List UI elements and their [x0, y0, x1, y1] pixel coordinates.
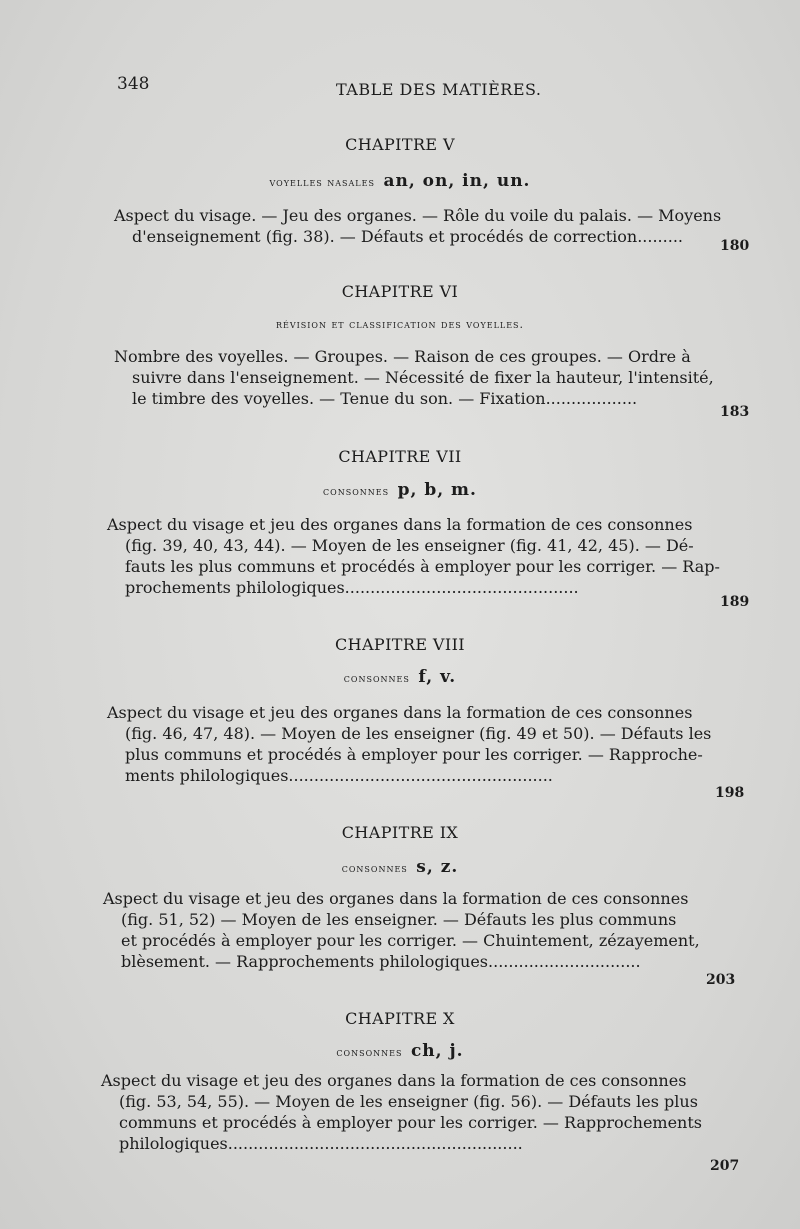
chapter-title: CHAPITRE VII	[338, 447, 462, 466]
subtitle-key: ch, j.	[410, 1041, 464, 1061]
entry-line: prochements philologiques..............................................	[125, 578, 579, 597]
chapter-subtitle	[0, 857, 800, 877]
running-title: TABLE DES MATIÈRES.	[336, 80, 542, 99]
entry-page-number: 198	[715, 785, 745, 801]
subtitle-prefix: consonnes	[343, 672, 410, 685]
toc-entry	[103, 888, 700, 972]
entry-line: plus communs et procédés à employer pour les corriger. — Rapproche-	[125, 745, 703, 764]
entry-line: Aspect du visage et jeu des organes dans la formation de ces consonnes	[103, 889, 689, 908]
chapter-title: CHAPITRE V	[345, 135, 455, 154]
entry-line: Aspect du visage et jeu des organes dans la formation de ces consonnes	[107, 515, 693, 534]
entry-page-number: 203	[706, 972, 736, 988]
toc-entry	[107, 702, 711, 786]
entry-page-number: 207	[710, 1158, 740, 1174]
entry-line: suivre dans l'enseignement. — Nécessité de fixer la hauteur, l'intensité,	[132, 368, 714, 387]
chapter-title: CHAPITRE IX	[341, 823, 459, 842]
entry-line: communs et procédés à employer pour les corriger. — Rapprochements	[119, 1113, 702, 1132]
chapter-subtitle	[0, 667, 800, 687]
subtitle-key: s, z.	[416, 857, 459, 877]
chapter-subtitle	[0, 171, 800, 191]
subtitle-prefix: consonnes	[336, 1046, 403, 1059]
entry-page-number: 183	[720, 404, 750, 420]
entry-page-number: 189	[720, 594, 750, 610]
chapter-title: CHAPITRE VI	[341, 282, 459, 301]
chapter-subtitle	[0, 318, 800, 331]
entry-line: (fig. 51, 52) — Moyen de les enseigner. — Défauts les plus communs	[121, 910, 677, 929]
entry-line: (fig. 53, 54, 55). — Moyen de les enseigner (fig. 56). — Défauts les plus	[119, 1092, 698, 1111]
entry-line: blèsement. — Rapprochements philologiques..............................	[121, 952, 641, 971]
entry-line: le timbre des voyelles. — Tenue du son. — Fixation..................	[132, 389, 638, 408]
subtitle-key: p, b, m.	[397, 480, 477, 500]
subtitle-key: f, v.	[418, 667, 457, 687]
toc-entry	[107, 514, 720, 598]
entry-line: (fig. 39, 40, 43, 44). — Moyen de les enseigner (fig. 41, 42, 45). — Dé-	[125, 536, 694, 555]
chapter-subtitle	[0, 1041, 800, 1061]
chapter-subtitle	[0, 480, 800, 500]
entry-line: et procédés à employer pour les corriger. — Chuintement, zézayement,	[121, 931, 700, 950]
entry-line: Nombre des voyelles. — Groupes. — Raison de ces groupes. — Ordre à	[114, 347, 691, 366]
subtitle-prefix: consonnes	[323, 485, 390, 498]
subtitle-prefix: consonnes	[341, 862, 408, 875]
toc-entry	[114, 205, 721, 247]
toc-entry	[114, 346, 714, 409]
entry-line: d'enseignement (fig. 38). — Défauts et procédés de correction.........	[132, 227, 683, 246]
entry-line: Aspect du visage et jeu des organes dans la formation de ces consonnes	[101, 1071, 687, 1090]
subtitle-prefix: révision et classification des voyelles.	[275, 318, 525, 331]
entry-line: philologiques..........................................................	[119, 1134, 523, 1153]
toc-entry	[101, 1070, 702, 1154]
entry-line: ments philologiques....................................................	[125, 766, 553, 785]
subtitle-key: an, on, in, un.	[383, 171, 531, 191]
entry-line: Aspect du visage. — Jeu des organes. — Rôle du voile du palais. — Moyens	[114, 206, 722, 225]
page-header	[0, 74, 800, 104]
entry-line: fauts les plus communs et procédés à employer pour les corriger. — Rap-	[125, 557, 720, 576]
chapter-title: CHAPITRE VIII	[334, 635, 466, 654]
page-number: 348	[117, 74, 150, 94]
subtitle-prefix: voyelles nasales	[269, 176, 375, 189]
chapter-title: CHAPITRE X	[345, 1009, 455, 1028]
entry-line: (fig. 46, 47, 48). — Moyen de les enseigner (fig. 49 et 50). — Défauts les	[125, 724, 712, 743]
entry-line: Aspect du visage et jeu des organes dans la formation de ces consonnes	[107, 703, 693, 722]
entry-page-number: 180	[720, 238, 750, 254]
